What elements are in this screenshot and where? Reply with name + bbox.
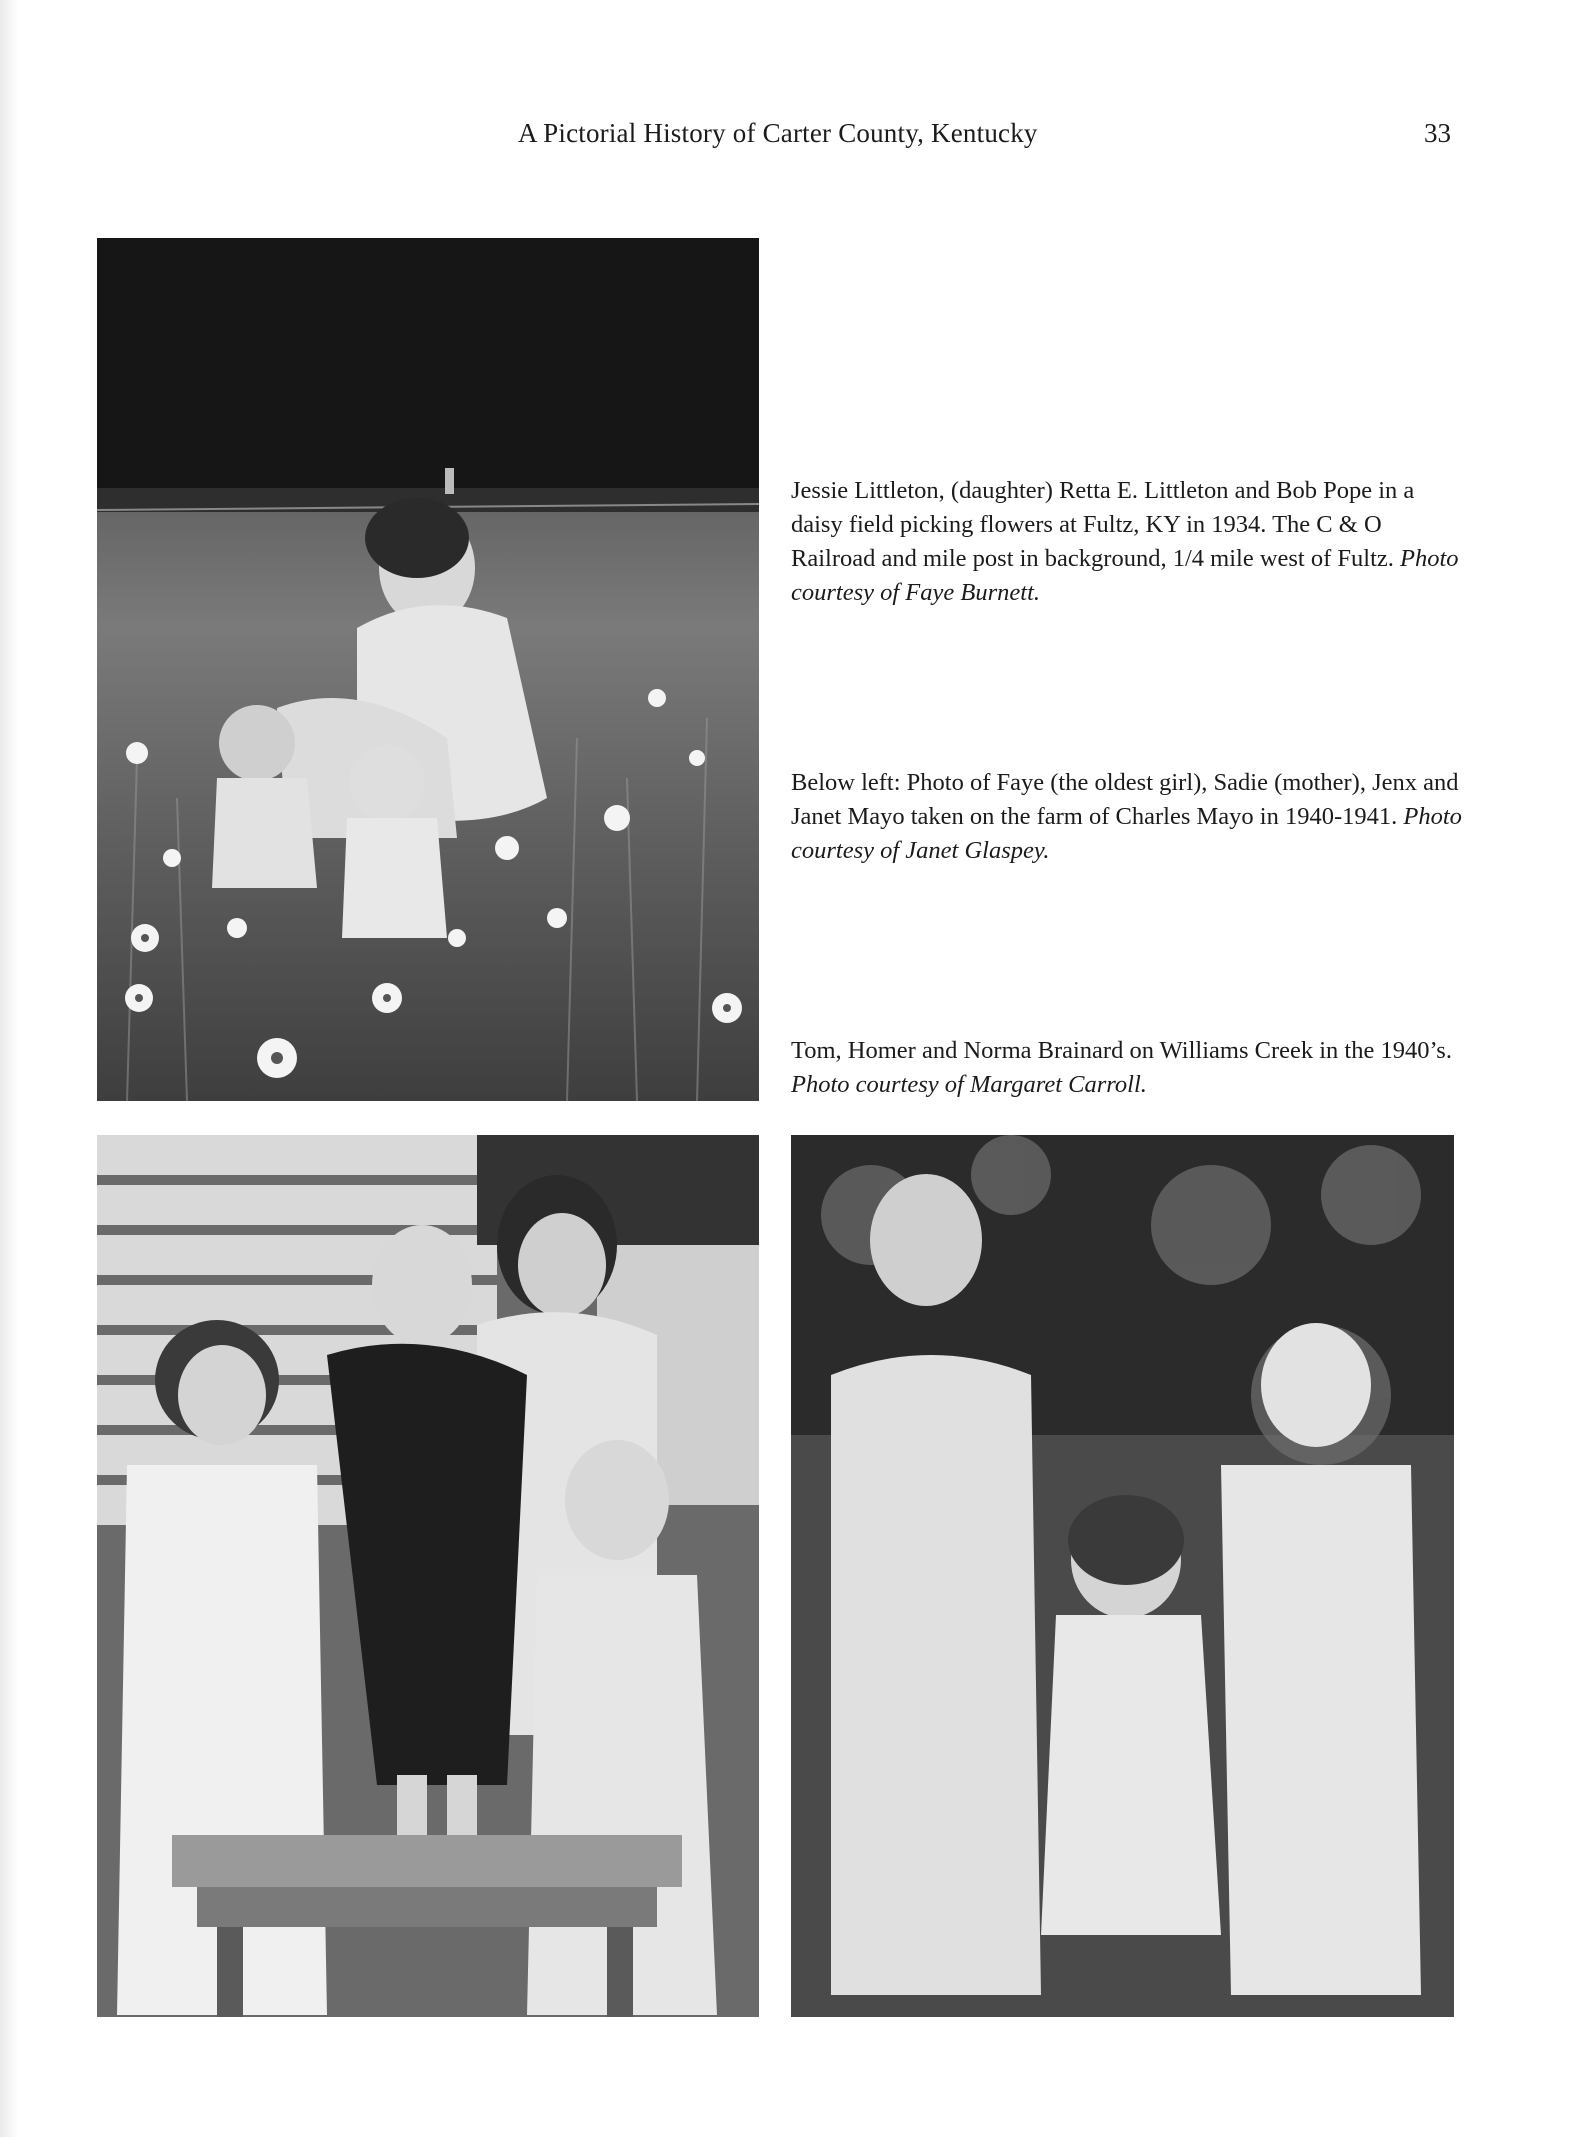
photo-daisy-field bbox=[97, 238, 759, 1101]
photo-brainard-children bbox=[791, 1135, 1454, 2017]
caption-brainard-children bbox=[791, 1034, 1471, 1102]
photo-credit: Photo courtesy of Margaret Carroll. bbox=[791, 1071, 1147, 1098]
photo-credit: Photo courtesy of Janet Glaspey. bbox=[791, 803, 1462, 864]
photo-mayo-family bbox=[97, 1135, 759, 2017]
page-number: 33 bbox=[1424, 118, 1451, 148]
running-title: A Pictorial History of Carter County, Kentucky bbox=[518, 118, 1038, 148]
page-gutter-shadow bbox=[0, 0, 18, 2137]
caption-daisy-field bbox=[791, 474, 1471, 610]
caption-text: Jessie Littleton, (daughter) Retta E. Littleton and Bob Pope in a daisy field picking flowers at Fultz, KY in 1934. The C & O Railroad and mile post in background, 1/4 mile west of Fultz. bbox=[791, 477, 1415, 572]
caption-mayo-family bbox=[791, 766, 1471, 868]
photo-credit: Photo courtesy of Faye Burnett. bbox=[791, 545, 1459, 606]
caption-text: Tom, Homer and Norma Brainard on Williams Creek in the 1940’s. bbox=[791, 1037, 1452, 1064]
caption-text: Below left: Photo of Faye (the oldest girl), Sadie (mother), Jenx and Janet Mayo taken on the farm of Charles Mayo in 1940-1941. bbox=[791, 769, 1459, 830]
